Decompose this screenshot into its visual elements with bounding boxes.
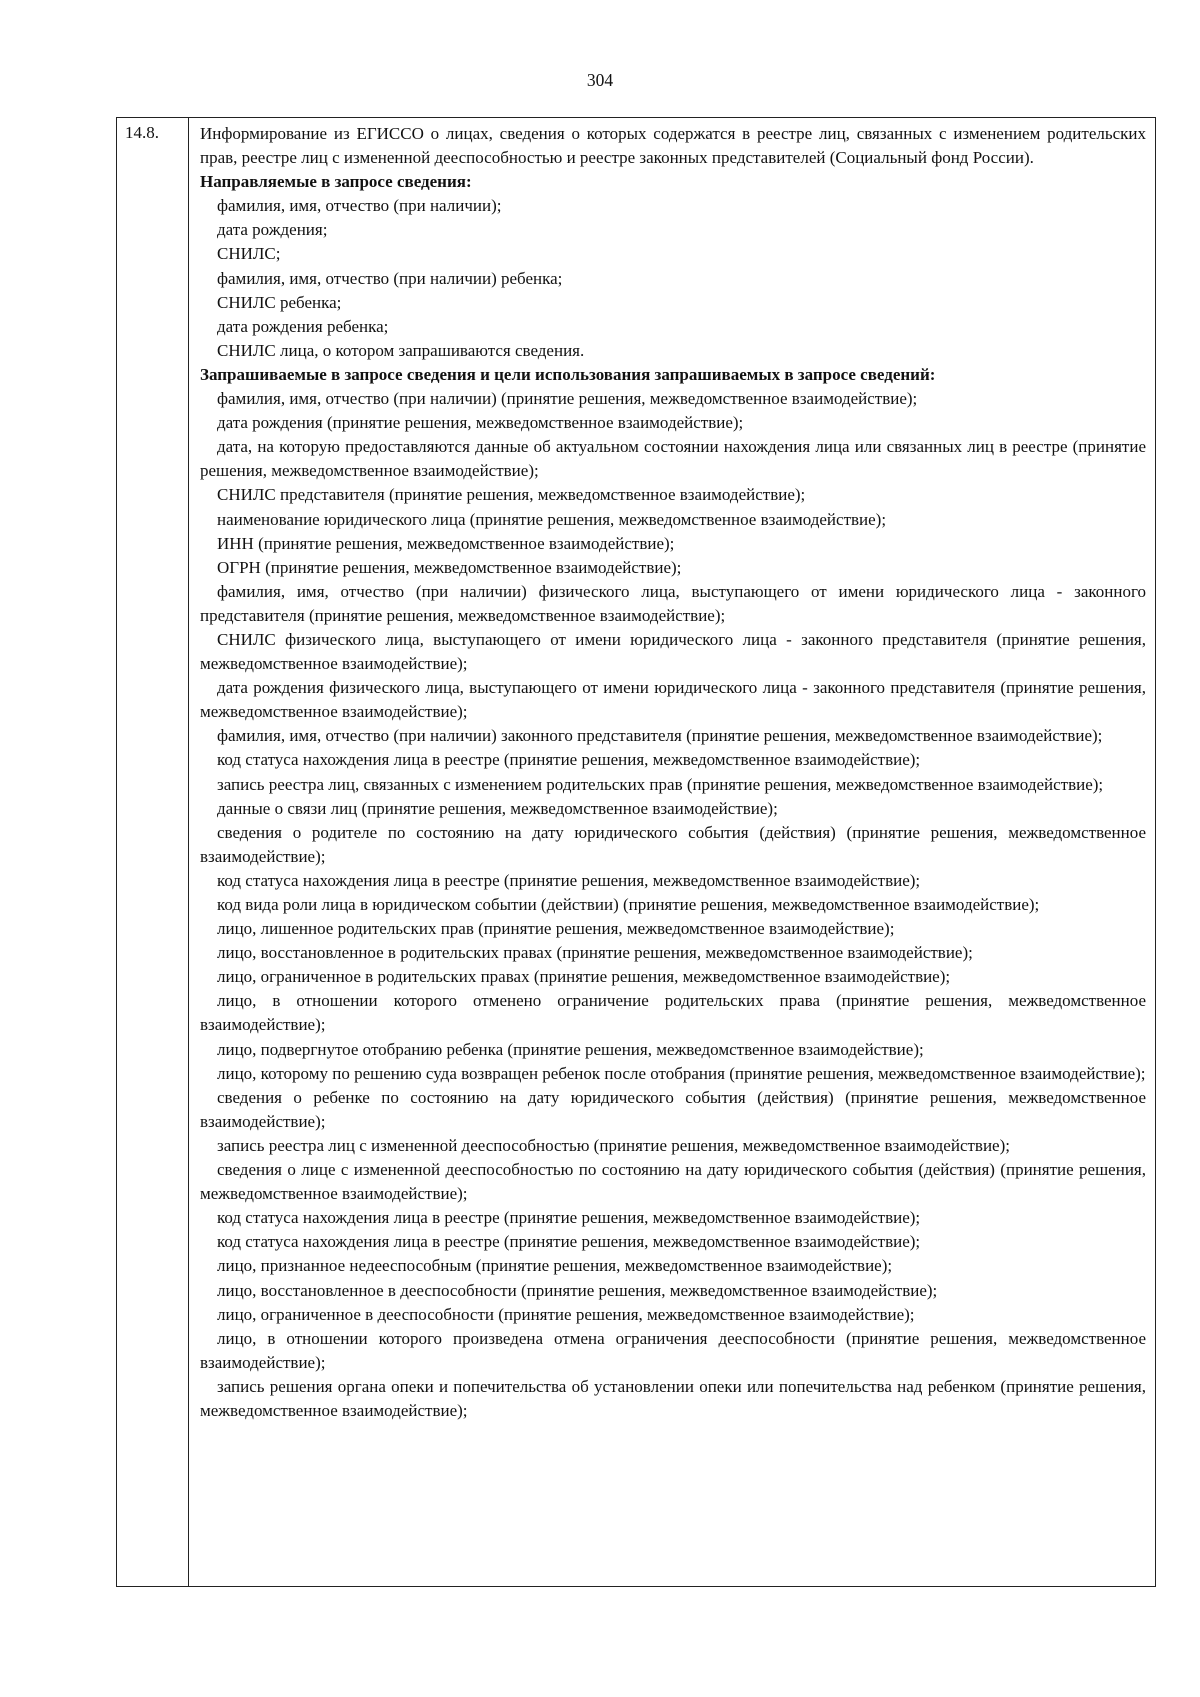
response-item: дата, на которую предоставляются данные об актуальном состоянии нахождения лица или связанных лиц в реестре (принятие решения, межведомственное взаимодействие); [200,437,1146,481]
row-content-cell [200,122,1146,1423]
request-item: фамилия, имя, отчество (при наличии) ребенка; [217,268,563,288]
response-item: дата рождения (принятие решения, межведомственное взаимодействие); [217,413,744,433]
page-number: 304 [586,70,614,90]
response-item: лицо, восстановленное в дееспособности (принятие решения, межведомственное взаимодействие); [217,1280,938,1300]
response-item: код вида роли лица в юридическом событии (действии) (принятие решения, межведомственное взаимодействие); [217,895,1040,914]
response-item: ИНН (принятие решения, межведомственное взаимодействие); [217,533,675,553]
response-item: сведения о лице с измененной дееспособностью по состоянию на дату юридического события (действия) (принятие решения, межведомственное взаимодействие); [200,1160,1146,1204]
response-item: код статуса нахождения лица в реестре (принятие решения, межведомственное взаимодействие); [217,750,921,770]
request-item: СНИЛС; [217,244,281,264]
response-item: СНИЛС физического лица, выступающего от имени юридического лица - законного представителя (принятие решения, межведомственное взаимодействие); [200,629,1146,674]
response-item: запись реестра лиц с измененной дееспособностью (принятие решения, межведомственное взаимодействие); [217,1135,1010,1155]
request-item: дата рождения ребенка; [217,316,389,336]
response-item: фамилия, имя, отчество (при наличии) (принятие решения, межведомственное взаимодействие); [217,389,918,409]
response-item: код статуса нахождения лица в реестре (принятие решения, межведомственное взаимодействие); [217,1232,921,1252]
response-item: лицо, восстановленное в родительских правах (принятие решения, межведомственное взаимодействие); [217,943,973,963]
response-item: дата рождения физического лица, выступающего от имени юридического лица - законного представителя (принятие решения, межведомственное взаимодействие); [200,678,1146,722]
response-item: данные о связи лиц (принятие решения, межведомственное взаимодействие); [217,798,778,818]
response-item: запись решения органа опеки и попечительства об установлении опеки или попечительства над ребенком (принятие решения, межведомственное взаимодействие); [200,1376,1146,1420]
document-table [116,117,1156,1587]
response-item: лицо, в отношении которого произведена отмена ограничения дееспособности (принятие решения, межведомственное взаимодействие); [200,1328,1146,1372]
row-number: 14.8. [125,123,159,142]
response-item: сведения о родителе по состоянию на дату юридического события (действия) (принятие решения, межведомственное взаимодействие); [200,822,1146,866]
response-item: лицо, подвергнутое отобранию ребенка (принятие решения, межведомственное взаимодействие); [217,1039,924,1059]
response-item: СНИЛС представителя (принятие решения, межведомственное взаимодействие); [217,485,806,505]
request-item: СНИЛС ребенка; [217,292,342,312]
request-item: фамилия, имя, отчество (при наличии); [217,196,502,216]
response-item: код статуса нахождения лица в реестре (принятие решения, межведомственное взаимодействие); [217,870,921,890]
request-item: дата рождения; [217,220,328,240]
row-title: Информирование из ЕГИССО о лицах, сведения о которых содержатся в реестре лиц, связанных с изменением родительских прав, реестре лиц с измененной дееспособностью и реестре законных представителей (Социальный фонд России). [200,124,1146,168]
request-item: СНИЛС лица, о котором запрашиваются сведения. [217,340,585,360]
response-item: лицо, в отношении которого отменено ограничение родительских права (принятие решения, межведомственное взаимодействие); [200,991,1146,1035]
response-item: лицо, ограниченное в дееспособности (принятие решения, межведомственное взаимодействие); [217,1304,915,1324]
request-section-header: Направляемые в запросе сведения: [200,172,472,192]
response-item: лицо, признанное недееспособным (принятие решения, межведомственное взаимодействие); [217,1256,893,1276]
response-item: наименование юридического лица (принятие решения, межведомственное взаимодействие); [217,509,887,529]
response-item: сведения о ребенке по состоянию на дату юридического события (действия) (принятие решения, межведомственное взаимодействие); [200,1087,1146,1131]
response-item: лицо, которому по решению суда возвращен ребенок после отобрания (принятие решения, межведомственное взаимодействие); [217,1063,1146,1083]
response-item: ОГРН (принятие решения, межведомственное взаимодействие); [217,557,682,577]
response-item: запись реестра лиц, связанных с изменением родительских прав (принятие решения, межведомственное взаимодействие); [217,774,1104,794]
row-number-cell [117,118,189,1586]
response-item: лицо, ограниченное в родительских правах (принятие решения, межведомственное взаимодействие); [217,967,951,987]
response-item: фамилия, имя, отчество (при наличии) законного представителя (принятие решения, межведомственное взаимодействие); [217,726,1103,746]
response-item: лицо, лишенное родительских прав (принятие решения, межведомственное взаимодействие); [217,919,895,939]
response-section-header: Запрашиваемые в запросе сведения и цели использования запрашиваемых в запросе сведений: [200,364,936,384]
response-item: фамилия, имя, отчество (при наличии) физического лица, выступающего от имени юридического лица - законного представителя (принятие решения, межведомственное взаимодействие); [200,581,1146,625]
response-item: код статуса нахождения лица в реестре (принятие решения, межведомственное взаимодействие); [217,1208,921,1228]
